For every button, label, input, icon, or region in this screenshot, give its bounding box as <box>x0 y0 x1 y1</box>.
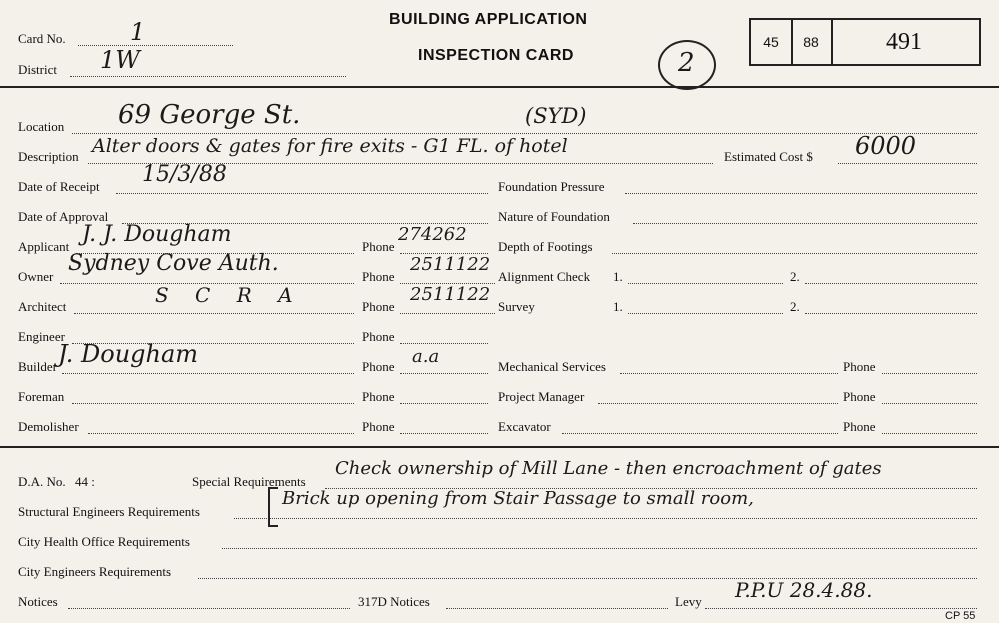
district-value: 1W <box>100 46 140 74</box>
applicant-phone-value: 274262 <box>398 224 467 245</box>
da-no-label: D.A. No. <box>18 474 66 489</box>
file-number-part-a: 45 <box>763 34 779 50</box>
owner-phone-label: Phone <box>362 269 395 284</box>
survey-1: 1. <box>613 299 623 314</box>
alignment-check-1: 1. <box>613 269 623 284</box>
file-number-box <box>749 18 981 66</box>
owner-phone-value: 2511122 <box>410 254 491 275</box>
architect-label: Architect <box>18 299 67 314</box>
nature-of-foundation-label: Nature of Foundation <box>498 209 610 224</box>
city-health-requirements-label: City Health Office Requirements <box>18 534 190 549</box>
engineer-label: Engineer <box>18 329 65 344</box>
card-no-label: Card No. <box>18 31 66 46</box>
applicant-phone-label: Phone <box>362 239 395 254</box>
structural-requirements-value: Brick up opening from Stair Passage to small room, <box>282 488 754 509</box>
excavator-phone-label: Phone <box>843 419 876 434</box>
architect-phone-label: Phone <box>362 299 395 314</box>
project-manager-label: Project Manager <box>498 389 585 404</box>
demolisher-phone-label: Phone <box>362 419 395 434</box>
location-note: (SYD) <box>525 104 587 128</box>
description-value: Alter doors & gates for fire exits - G1 FL. of hotel <box>92 135 568 157</box>
location-label: Location <box>18 119 65 134</box>
builder-value: J. Dougham <box>58 340 199 368</box>
excavator-label: Excavator <box>498 419 551 434</box>
project-manager-phone-label: Phone <box>843 389 876 404</box>
header-divider <box>0 86 999 88</box>
mechanical-services-phone-label: Phone <box>843 359 876 374</box>
location-value: 69 George St. <box>118 100 301 130</box>
card-title-line2: INSPECTION CARD <box>418 47 574 64</box>
estimated-cost-value: 6000 <box>855 132 917 160</box>
builder-label: Builder <box>18 359 57 374</box>
demolisher-label: Demolisher <box>18 419 79 434</box>
date-of-receipt-label: Date of Receipt <box>18 179 100 194</box>
file-number-part-b: 88 <box>803 34 819 50</box>
card-title-line1: BUILDING APPLICATION <box>389 11 588 28</box>
depth-of-footings-label: Depth of Footings <box>498 239 593 254</box>
foreman-phone-label: Phone <box>362 389 395 404</box>
foreman-label: Foreman <box>18 389 65 404</box>
notices-label: Notices <box>18 594 58 609</box>
survey-label: Survey <box>498 299 535 314</box>
form-code: CP 55 <box>945 610 976 622</box>
levy-label: Levy <box>675 594 702 609</box>
structural-requirements-label: Structural Engineers Requirements <box>18 504 200 519</box>
notices-317d-label: 317D Notices <box>358 594 430 609</box>
architect-phone-value: 2511122 <box>410 284 491 305</box>
circled-number: 2 <box>658 40 716 90</box>
card-no-value: 1 <box>130 18 146 46</box>
levy-value: P.P.U 28.4.88. <box>735 578 873 602</box>
applicant-label: Applicant <box>18 239 70 254</box>
city-engineers-requirements-label: City Engineers Requirements <box>18 564 172 579</box>
section-divider <box>0 446 999 448</box>
foundation-pressure-label: Foundation Pressure <box>498 179 605 194</box>
survey-2: 2. <box>790 299 800 314</box>
estimated-cost-label: Estimated Cost $ <box>724 149 813 164</box>
bracket-mark <box>268 487 278 527</box>
builder-phone-value: a.a <box>412 346 440 367</box>
special-requirements-label: Special Requirements <box>192 474 306 489</box>
description-label: Description <box>18 149 79 164</box>
applicant-value: J. J. Dougham <box>82 222 232 247</box>
alignment-check-2: 2. <box>790 269 800 284</box>
district-label: District <box>18 62 57 77</box>
date-of-approval-label: Date of Approval <box>18 209 109 224</box>
date-of-receipt-value: 15/3/88 <box>142 162 227 187</box>
mechanical-services-label: Mechanical Services <box>498 359 606 374</box>
owner-label: Owner <box>18 269 54 284</box>
file-number-main: 491 <box>886 28 922 55</box>
alignment-check-label: Alignment Check <box>498 269 591 284</box>
architect-value: S C R A <box>155 283 303 307</box>
engineer-phone-label: Phone <box>362 329 395 344</box>
da-no-value: 44 : <box>75 474 95 489</box>
builder-phone-label: Phone <box>362 359 395 374</box>
owner-value: Sydney Cove Auth. <box>68 251 279 276</box>
special-requirements-value: Check ownership of Mill Lane - then encroachment of gates <box>335 458 882 479</box>
